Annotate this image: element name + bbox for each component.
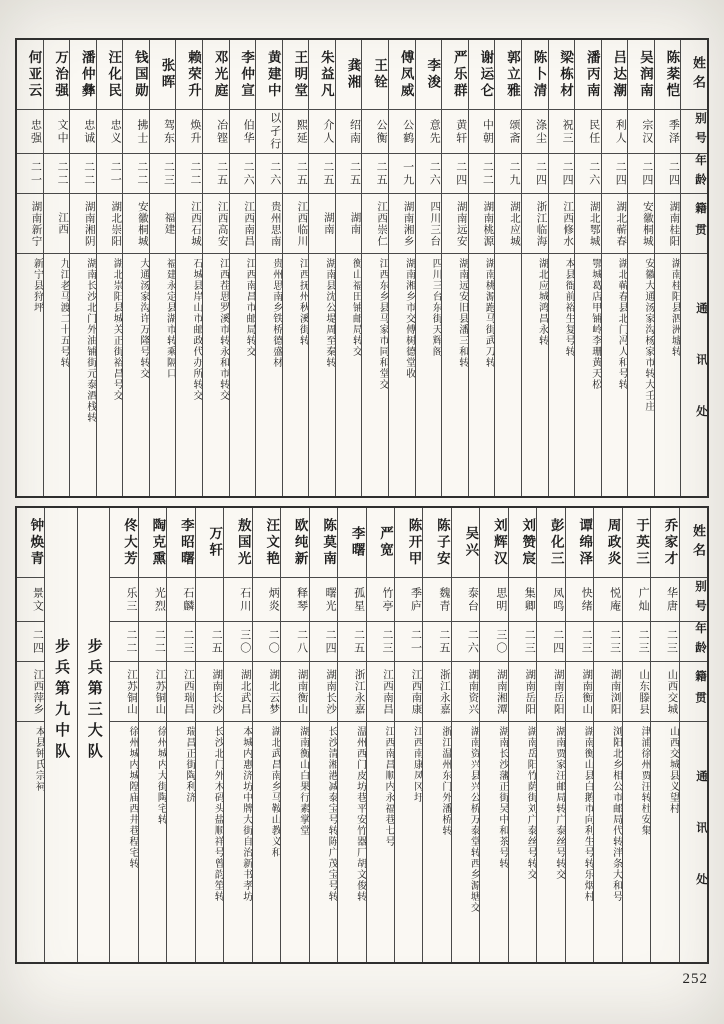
entry-alias: 季庐 [395,578,422,622]
entry-name: 李浚 [416,40,442,110]
entry-column [479,508,507,962]
entry-age: 三〇 [224,622,251,662]
entry-age: 三〇 [480,622,507,662]
entry-age: 二三 [623,622,650,662]
entry-name: 刘辉汉 [480,508,507,578]
entry-age: 二一 [17,154,43,194]
entry-name: 邓光庭 [203,40,229,110]
entry-address: 九江老马渡二十五号转 [58,258,70,368]
entry-alias: 忠义 [97,110,123,154]
entry-name: 赖荣升 [176,40,202,110]
entry-origin: 湖南新宁 [17,194,43,254]
entry-column [17,40,43,496]
entry-name: 谢运仑 [469,40,495,110]
entry-origin: 浙江永嘉 [338,662,365,722]
header-address: 通讯处 [695,302,707,457]
entry-column [166,508,194,962]
entry-alias: 绍南 [336,110,362,154]
entry-alias: 公衡 [362,110,388,154]
entry-alias: 释琴 [281,578,308,622]
entry-age: 二六 [230,154,256,194]
entry-alias: 忠强 [17,110,43,154]
entry-address: 浏阳北乡相公市邮局代转泮条大和号 [610,726,622,902]
entry-origin: 江苏铜山 [139,662,166,722]
entry-origin: 湖南衡山 [566,662,593,722]
entry-column [17,508,44,962]
entry-address: 长沙清湘港减泰宝号转陈广茂宝号转 [326,726,338,902]
entry-age: 二二 [139,622,166,662]
entry-alias: 曙光 [310,578,337,622]
entry-address: 江西南昌顺内永福巷七号 [383,726,395,847]
entry-name: 周政炎 [594,508,621,578]
entry-address: 湖北武昌南乡马鞍山教义和 [269,726,281,858]
entry-age: 二四 [537,622,564,662]
entry-name: 何亚云 [17,40,43,110]
entry-alias: 祝三 [549,110,575,154]
entry-age: 二一 [97,154,123,194]
entry-column [601,40,628,496]
entry-origin: 安徽桐城 [123,194,149,254]
entry-alias: 意先 [416,110,442,154]
entry-age: 二四 [602,154,628,194]
entry-age: 二八 [281,622,308,662]
entry-address: 江西南昌市邮局转交 [244,258,256,357]
entry-age: 二三 [167,622,194,662]
entry-name: 潘丙南 [575,40,601,110]
entry-alias: 景文 [17,578,44,622]
entry-column [468,40,495,496]
entry-name: 郭立雅 [495,40,521,110]
entry-column [650,508,678,962]
entry-name: 佟大芳 [110,508,137,578]
entry-name: 王铨 [362,40,388,110]
entry-address: 徐州城内城隍庙西井巷程宅转 [126,726,138,869]
entry-name: 严宽 [367,508,394,578]
entry-origin: 湖南岳阳 [537,662,564,722]
entry-address: 湖南长沙北门外油铺街元泰酒栈转 [84,258,96,423]
entry-column [536,508,564,962]
entry-age: 二五 [196,622,223,662]
entry-address [495,254,521,496]
entry-age: 二六 [416,154,442,194]
entry-name: 陶克熏 [139,508,166,578]
entry-name: 钟焕青 [17,508,44,578]
entry-name: 傅凤威 [389,40,415,110]
entry-origin: 浙江临海 [522,194,548,254]
entry-age: 二三 [566,622,593,662]
entry-name: 谭绵泽 [566,508,593,578]
entry-name: 张晖 [150,40,176,110]
entry-alias: 凤鸣 [537,578,564,622]
entry-alias: 利人 [602,110,628,154]
entry-name: 严乐群 [442,40,468,110]
header-origin: 籍贯 [680,662,707,722]
entry-name: 吴兴 [452,508,479,578]
entry-column [337,508,365,962]
entry-age: 二九 [495,154,521,194]
entry-alias: 公鹤 [389,110,415,154]
entry-name: 彭化三 [537,508,564,578]
entry-age: 二五 [423,622,450,662]
entry-address: 津浦徐州贾汪转杜安集 [639,726,651,836]
entry-age: 二三 [651,622,678,662]
entry-column [138,508,166,962]
entry-age: 二四 [522,154,548,194]
entry-address: 湖南长沙藩正街吴中和茶号转 [496,726,508,869]
entry-column [366,508,394,962]
entry-address: 瑞昌正街陶利济 [183,726,195,803]
entry-alias: 泰台 [452,578,479,622]
directory-table-top [15,38,709,498]
entry-alias: 思明 [480,578,507,622]
entry-address: 四川三台东街天辉阁 [430,258,442,357]
entry-origin: 湖南湘潭 [480,662,507,722]
entry-origin: 湖南浏阳 [594,662,621,722]
entry-address: 湖北崇阳县城关正街裕昌号交 [111,258,123,401]
entry-column [508,508,536,962]
entry-alias: 冶铿 [203,110,229,154]
entry-column [494,40,521,496]
entry-name: 吴润南 [628,40,654,110]
entry-alias: 伯华 [230,110,256,154]
entry-column [574,40,601,496]
entry-alias: 中朝 [469,110,495,154]
entry-address: 湖南岳阳竹荫街刘广泰丝号转交 [525,726,537,880]
entry-age: 二六 [575,154,601,194]
entry-origin: 江西南昌 [230,194,256,254]
entry-origin: 湖南衡山 [281,662,308,722]
entry-origin: 湖北崇阳 [97,194,123,254]
entry-age: 二五 [309,154,335,194]
entry-address: 湖南贾家汪邮局转广泰丝号转交 [553,726,565,880]
entry-alias: 竹亭 [367,578,394,622]
entry-age: 二五 [362,154,388,194]
unit-label: 步兵第三大队 [85,638,102,764]
entry-column [622,508,650,962]
entry-origin: 湖北鄂城 [575,194,601,254]
entry-alias: 宗汉 [628,110,654,154]
entry-alias: 文中 [44,110,70,154]
entry-column [175,40,202,496]
entry-name: 黄建中 [256,40,282,110]
entry-age: 二五 [203,154,229,194]
entry-origin: 江苏铜山 [110,662,137,722]
entry-name: 敖国光 [224,508,251,578]
entry-column [335,40,362,496]
entry-age: 二六 [452,622,479,662]
entry-origin: 湖北云梦 [253,662,280,722]
entry-age: 二二 [70,154,96,194]
entry-column [308,40,335,496]
entry-alias: 忠诚 [70,110,96,154]
entry-age: 二三 [367,622,394,662]
entry-name: 陈子安 [423,508,450,578]
entry-origin: 江西瑞昌 [167,662,194,722]
entry-origin: 湖南 [336,194,362,254]
entry-address: 本城内惠济坊中牌大街自治新书孝坊 [240,726,252,902]
entry-origin: 湖南资兴 [452,662,479,722]
entry-age: 二二 [176,154,202,194]
entry-column [69,40,96,496]
entry-origin: 湖北武昌 [224,662,251,722]
entry-address: 江西东乡县马家市同和堂交 [377,258,389,390]
entry-name: 陈莫南 [310,508,337,578]
entry-origin: 江西石城 [176,194,202,254]
entry-origin: 浙江永嘉 [423,662,450,722]
entry-name: 吕达潮 [602,40,628,110]
entry-alias: 炳炎 [253,578,280,622]
entry-address: 徐州城内大街陶宅转 [155,726,167,825]
header-age: 年龄 [680,622,707,662]
unit-column [77,508,110,962]
entry-address: 江西抚州秋溪街转 [297,258,309,346]
entry-name: 于英三 [623,508,650,578]
entry-column [252,508,280,962]
entry-alias: 涤尘 [522,110,548,154]
header-alias: 别号 [681,110,707,154]
entry-name: 潘仲彝 [70,40,96,110]
entry-column [394,508,422,962]
entry-column [654,40,681,496]
entry-address: 湖北应城鸿昌永转 [536,258,548,346]
header-alias: 别号 [680,578,707,622]
page-number: 252 [682,971,708,987]
entry-column [255,40,282,496]
header-origin: 籍贯 [681,194,707,254]
entry-age: 二四 [17,622,44,662]
header-address: 通讯处 [695,770,707,925]
entry-column [229,40,256,496]
entry-column [109,508,137,962]
entry-column [627,40,654,496]
entry-column [548,40,575,496]
entry-age: 二四 [442,154,468,194]
entry-origin: 贵州思南 [256,194,282,254]
entry-alias: 集卿 [509,578,536,622]
entry-alias: 驾东 [150,110,176,154]
entry-age: 二四 [655,154,681,194]
entry-age: 二一 [395,622,422,662]
entry-origin: 湖北蕲春 [602,194,628,254]
entry-alias: 黄轩 [442,110,468,154]
entry-name: 李仲宣 [230,40,256,110]
entry-column [441,40,468,496]
entry-name: 万轩 [196,508,223,578]
unit-label: 步兵第九中队 [53,638,70,764]
entry-address: 贵州思南乡铁桥德盛材 [270,258,282,368]
entry-address: 山西交城县义望村 [667,726,679,814]
entry-address: 本县衙前裕生复号转 [563,258,575,357]
entry-address: 福建永定县湖市转乘隔口 [164,258,176,379]
entry-column [361,40,388,496]
entry-origin: 湖南桃源 [469,194,495,254]
entry-origin: 福建 [150,194,176,254]
entry-age: 二二 [469,154,495,194]
entry-address: 湖南远安旧县潘三和转 [456,258,468,368]
entry-column [202,40,229,496]
entry-origin: 江西萍乡 [17,662,44,722]
entry-address: 湖北蕲春县北门冯人和号转 [616,258,628,390]
entry-origin: 湖南岳阳 [509,662,536,722]
entry-address: 本县钟氏宗祠 [33,726,45,792]
entry-alias: 介人 [309,110,335,154]
entry-column [282,40,309,496]
entry-alias: 拂士 [123,110,149,154]
entry-origin: 江西南昌 [367,662,394,722]
entry-column [388,40,415,496]
entry-address: 湖南湘乡市交傅树德堂收 [403,258,415,379]
entry-column [223,508,251,962]
entry-origin: 江西 [44,194,70,254]
entry-column [195,508,223,962]
entry-alias: 光烈 [139,578,166,622]
entry-age: 二二 [123,154,149,194]
entry-name: 刘赞宸 [509,508,536,578]
entry-alias: 华唐 [651,578,678,622]
entry-origin: 湖南湘乡 [389,194,415,254]
entry-name: 陈卜清 [522,40,548,110]
entry-address: 湖南县沈公堤周至秦转 [323,258,335,368]
entry-column [309,508,337,962]
entry-origin: 江西南康 [395,662,422,722]
entry-address: 浙江温州东门外潘桥转 [439,726,451,836]
entry-age: 二四 [628,154,654,194]
entry-name: 李昭曙 [167,508,194,578]
unit-column [44,508,77,962]
entry-age: 一九 [389,154,415,194]
header-age: 年龄 [681,154,707,194]
entry-name: 陈开甲 [395,508,422,578]
header-name: 姓名 [680,508,707,578]
entry-alias: 石麟 [167,578,194,622]
entry-address: 大通汤家沟许万隆号转交 [137,258,149,379]
entry-alias: 悦庵 [594,578,621,622]
entry-column [593,508,621,962]
entry-alias: 快绪 [566,578,593,622]
entry-address: 衡山福田铺邮局转交 [350,258,362,357]
header-column [679,508,707,962]
entry-alias: 乐三 [110,578,137,622]
entry-alias: 广灿 [623,578,650,622]
entry-origin: 江西崇仁 [362,194,388,254]
entry-alias [196,578,223,622]
header-column [680,40,707,496]
entry-origin: 江西修水 [549,194,575,254]
entry-age: 二三 [150,154,176,194]
entry-address: 湖南桃源跑马街武刀转 [483,258,495,368]
entry-column [521,40,548,496]
header-name: 姓名 [681,40,707,110]
entry-name: 陈棻恺 [655,40,681,110]
entry-age: 二〇 [253,622,280,662]
entry-address: 湖南资兴县兴公桥万泰堂转西乡源塘交 [468,726,480,913]
entry-origin: 湖南 [309,194,335,254]
entry-origin: 湖南远安 [442,194,468,254]
entry-address: 湖南衡山县白鹅市向利生号转乐烟村 [582,726,594,902]
entry-age: 二三 [594,622,621,662]
entry-origin: 山西交城 [651,662,678,722]
entry-alias: 石川 [224,578,251,622]
entry-column [280,508,308,962]
entry-origin: 山东滕县 [623,662,650,722]
entry-origin: 湖北应城 [495,194,521,254]
entry-name: 梁栋材 [549,40,575,110]
entry-address: 安徽大通汤家沟杨家市转大壬庄 [642,258,654,412]
entry-origin: 湖南桂阳 [655,194,681,254]
entry-age: 二二 [44,154,70,194]
entry-alias: 以孑行 [256,110,282,154]
entry-column [122,40,149,496]
entry-column [43,40,70,496]
entry-name: 汪化民 [97,40,123,110]
entry-address: 鄂城葛店甲铺岭李珊黄天松 [589,258,601,390]
entry-column [451,508,479,962]
entry-address: 温州西门皮坊巷平安竹器厂胡文俊转 [354,726,366,902]
entry-address: 湖南桂阳县泗洲墟转 [669,258,681,357]
entry-age: 二四 [310,622,337,662]
entry-origin: 安徽桐城 [628,194,654,254]
entry-age: 二三 [509,622,536,662]
entry-alias: 季泽 [655,110,681,154]
entry-age: 二五 [336,154,362,194]
entry-name: 王明堂 [283,40,309,110]
entry-origin: 湖南长沙 [310,662,337,722]
entry-origin: 湖南长沙 [196,662,223,722]
entry-name: 万治强 [44,40,70,110]
entry-age: 二六 [256,154,282,194]
entry-name: 李曙 [338,508,365,578]
entry-address: 湖南衡山白果行素掌堂 [297,726,309,836]
entry-name: 钱国勋 [123,40,149,110]
entry-name: 朱益凡 [309,40,335,110]
entry-alias: 民任 [575,110,601,154]
entry-alias: 焕升 [176,110,202,154]
entry-age: 二五 [283,154,309,194]
entry-address: 新宁县狩坪 [31,258,43,313]
entry-name: 欧纯新 [281,508,308,578]
entry-age: 二五 [338,622,365,662]
entry-name: 龚湘 [336,40,362,110]
directory-table-bottom [15,506,709,964]
entry-column [415,40,442,496]
entry-alias: 熙延 [283,110,309,154]
entry-origin: 四川三台 [416,194,442,254]
entry-alias: 颂斋 [495,110,521,154]
entry-address: 长沙北门外木码头盐顺祥号曾韵笙转 [212,726,224,902]
entry-name: 乔家才 [651,508,678,578]
entry-name: 汪文艳 [253,508,280,578]
entry-origin: 江西高安 [203,194,229,254]
entry-column [96,40,123,496]
entry-address: 石城县岸山市邮政代办所转交 [191,258,203,401]
entry-origin: 江西临川 [283,194,309,254]
entry-column [149,40,176,496]
entry-age: 二二 [110,622,137,662]
entry-age: 二四 [549,154,575,194]
entry-address: 江西南康凤冈圩 [411,726,423,803]
entry-alias: 孤星 [338,578,365,622]
entry-column [565,508,593,962]
entry-address: 江西茬思罗溪市转永和市转交 [217,258,229,401]
entry-column [422,508,450,962]
entry-alias: 魏青 [423,578,450,622]
entry-origin: 湖南湘阴 [70,194,96,254]
